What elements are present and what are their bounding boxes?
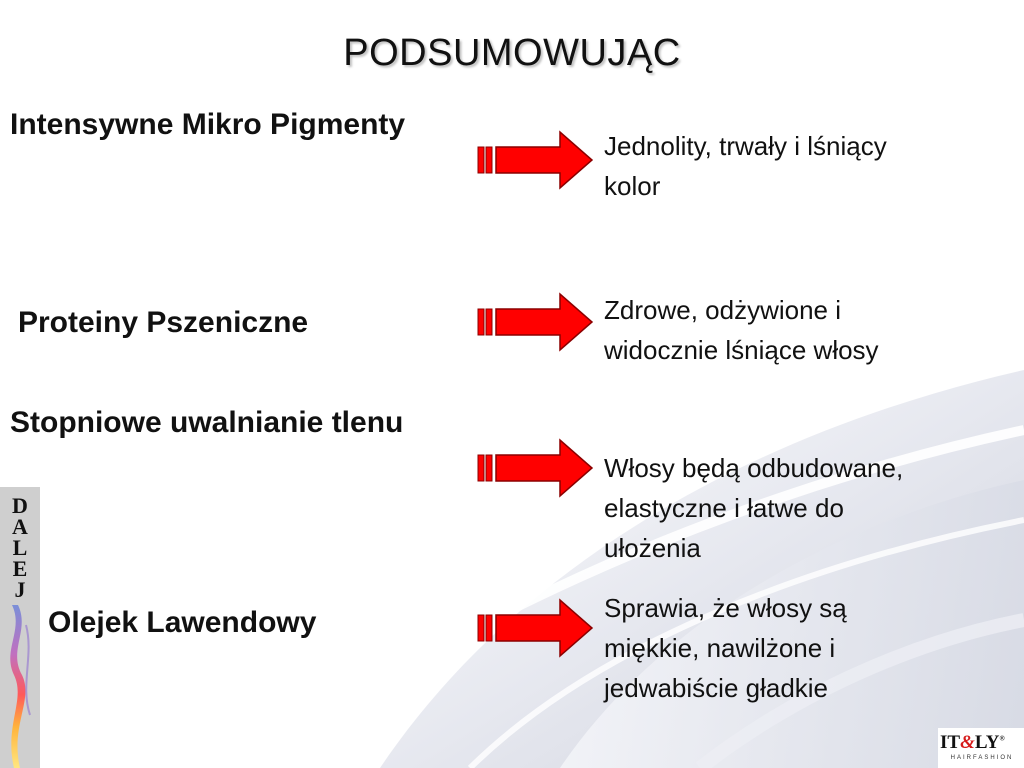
red-arrow-icon — [476, 598, 594, 658]
benefit-line: kolor — [604, 171, 661, 201]
benefit-text — [604, 588, 984, 708]
dalej-letter: D — [12, 493, 28, 518]
benefit-line: Włosy będą odbudowane, — [604, 453, 904, 483]
dalej-label — [0, 495, 40, 600]
logo-wordmark — [940, 732, 1024, 754]
ingredient-label: Intensywne Mikro Pigmenty — [10, 108, 406, 141]
benefit-text — [604, 448, 984, 568]
red-arrow-icon — [476, 438, 594, 498]
benefit-text — [604, 290, 984, 370]
logo-registered: ® — [999, 734, 1005, 743]
benefit-line: miękkie, nawilżone i — [604, 633, 836, 663]
benefit-line: ułożenia — [604, 533, 701, 563]
slide-title: PODSUMOWUJĄC — [343, 32, 681, 74]
dalej-letter: L — [12, 535, 28, 560]
ingredient-label: Proteiny Pszeniczne — [18, 306, 309, 339]
logo-part2: LY — [974, 732, 1000, 753]
hair-strand-art-icon — [0, 605, 40, 768]
dalej-letter: E — [12, 556, 28, 581]
red-arrow-icon — [476, 292, 594, 352]
benefit-text — [604, 126, 984, 206]
logo-tagline: HAIRFASHION — [950, 755, 1014, 761]
ingredient-label: Stopniowe uwalnianie tlenu — [10, 406, 404, 439]
benefit-line: Zdrowe, odżywione i — [604, 295, 841, 325]
logo-ampersand: & — [960, 732, 975, 753]
benefit-line: elastyczne i łatwe do — [604, 493, 844, 523]
itely-logo[interactable] — [938, 728, 1024, 768]
benefit-line: widocznie lśniące włosy — [604, 335, 879, 365]
benefit-line: Sprawia, że włosy są — [604, 593, 847, 623]
dalej-letter: J — [14, 577, 26, 602]
logo-part1: IT — [940, 732, 961, 753]
benefit-line: jedwabiście gładkie — [604, 673, 829, 703]
ingredient-label: Olejek Lawendowy — [48, 606, 317, 639]
red-arrow-icon — [476, 130, 594, 190]
dalej-next-button[interactable] — [0, 487, 40, 768]
benefit-line: Jednolity, trwały i lśniący — [604, 131, 887, 161]
dalej-letter: A — [12, 514, 28, 539]
